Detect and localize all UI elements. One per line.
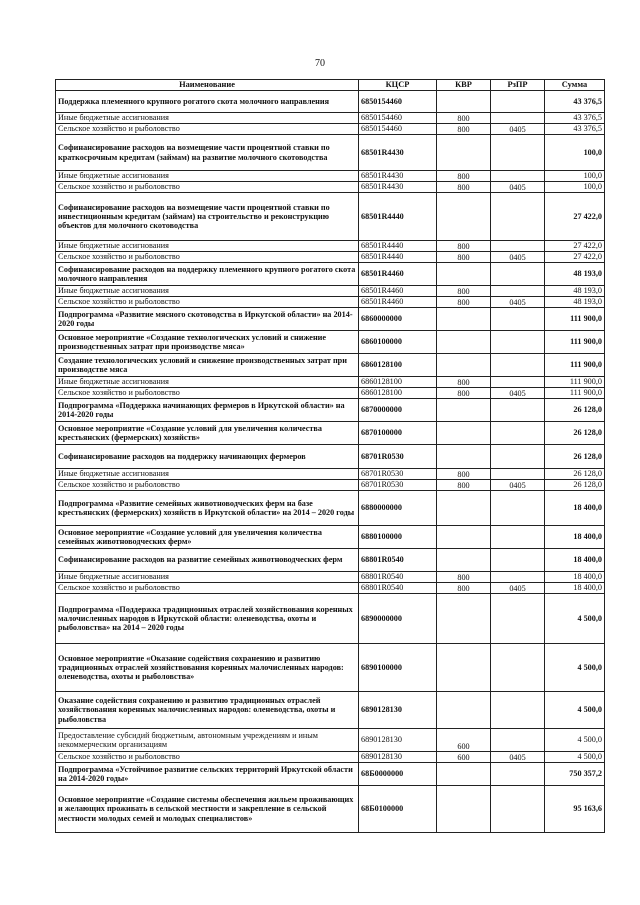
table-row bbox=[56, 331, 605, 354]
table-row bbox=[56, 644, 605, 692]
header-kvr: КВР bbox=[437, 80, 491, 91]
cell-kcsr: 6860128100 bbox=[359, 354, 437, 377]
cell-sum: 26 128,0 bbox=[545, 469, 605, 480]
cell-kvr bbox=[437, 594, 491, 644]
table-row bbox=[56, 308, 605, 331]
cell-kvr bbox=[437, 308, 491, 331]
table-row bbox=[56, 572, 605, 583]
cell-kcsr: 68501R4460 bbox=[359, 263, 437, 286]
cell-kcsr: 68Б0100000 bbox=[359, 786, 437, 833]
cell-kcsr: 68801R0540 bbox=[359, 583, 437, 594]
table-row bbox=[56, 354, 605, 377]
cell-kcsr: 6890000000 bbox=[359, 594, 437, 644]
cell-kcsr: 6890128130 bbox=[359, 692, 437, 729]
cell-name: Основное мероприятие «Создание условий для увеличения количества семейных животноводческих ферм» bbox=[56, 526, 359, 549]
cell-name: Иные бюджетные ассигнования bbox=[56, 572, 359, 583]
cell-name: Подпрограмма «Поддержка начинающих фермеров в Иркутской области» на 2014-2020 годы bbox=[56, 399, 359, 422]
cell-name: Сельское хозяйство и рыболовство bbox=[56, 583, 359, 594]
cell-kcsr: 6880000000 bbox=[359, 491, 437, 526]
cell-kvr: 800 bbox=[437, 469, 491, 480]
cell-rzpr: 0405 bbox=[491, 480, 545, 491]
header-rzpr: РзПР bbox=[491, 80, 545, 91]
cell-name: Сельское хозяйство и рыболовство bbox=[56, 252, 359, 263]
cell-kvr bbox=[437, 135, 491, 171]
table-row bbox=[56, 526, 605, 549]
cell-sum: 18 400,0 bbox=[545, 572, 605, 583]
cell-sum: 43 376,5 bbox=[545, 124, 605, 135]
cell-sum: 18 400,0 bbox=[545, 491, 605, 526]
cell-kvr bbox=[437, 193, 491, 241]
cell-kvr bbox=[437, 786, 491, 833]
table-row bbox=[56, 549, 605, 572]
cell-rzpr bbox=[491, 263, 545, 286]
table-row bbox=[56, 297, 605, 308]
cell-kvr bbox=[437, 445, 491, 469]
cell-sum: 48 193,0 bbox=[545, 297, 605, 308]
cell-kcsr: 68501R4430 bbox=[359, 182, 437, 193]
cell-kcsr: 6850154460 bbox=[359, 124, 437, 135]
table-row bbox=[56, 399, 605, 422]
cell-sum: 43 376,5 bbox=[545, 91, 605, 113]
cell-rzpr: 0405 bbox=[491, 182, 545, 193]
cell-sum: 48 193,0 bbox=[545, 286, 605, 297]
cell-name: Подпрограмма «Развитие мясного скотоводства в Иркутской области» на 2014-2020 годы bbox=[56, 308, 359, 331]
cell-sum: 100,0 bbox=[545, 135, 605, 171]
cell-kcsr: 68701R0530 bbox=[359, 480, 437, 491]
cell-rzpr: 0405 bbox=[491, 583, 545, 594]
cell-kvr: 800 bbox=[437, 252, 491, 263]
cell-kcsr: 68501R4460 bbox=[359, 297, 437, 308]
cell-rzpr: 0405 bbox=[491, 752, 545, 763]
table-row bbox=[56, 594, 605, 644]
cell-kvr: 800 bbox=[437, 182, 491, 193]
cell-kcsr: 6850154460 bbox=[359, 91, 437, 113]
cell-kcsr: 68501R4440 bbox=[359, 193, 437, 241]
cell-kcsr: 6890128130 bbox=[359, 729, 437, 752]
cell-rzpr bbox=[491, 729, 545, 752]
cell-sum: 750 357,2 bbox=[545, 763, 605, 786]
cell-name: Иные бюджетные ассигнования bbox=[56, 377, 359, 388]
cell-kvr: 800 bbox=[437, 377, 491, 388]
cell-kvr bbox=[437, 399, 491, 422]
cell-rzpr bbox=[491, 286, 545, 297]
cell-kvr: 800 bbox=[437, 286, 491, 297]
cell-rzpr bbox=[491, 763, 545, 786]
cell-kvr: 800 bbox=[437, 572, 491, 583]
cell-rzpr: 0405 bbox=[491, 124, 545, 135]
cell-kcsr: 6890100000 bbox=[359, 644, 437, 692]
cell-kvr bbox=[437, 263, 491, 286]
cell-sum: 4 500,0 bbox=[545, 692, 605, 729]
cell-kcsr: 68501R4430 bbox=[359, 135, 437, 171]
budget-table bbox=[55, 79, 605, 833]
cell-kcsr: 6880100000 bbox=[359, 526, 437, 549]
cell-kvr: 800 bbox=[437, 480, 491, 491]
cell-name: Софинансирование расходов на возмещение части процентной ставки по краткосрочным кредитам (займам) на развитие молочного скотоводства bbox=[56, 135, 359, 171]
cell-kvr: 600 bbox=[437, 752, 491, 763]
cell-rzpr bbox=[491, 786, 545, 833]
header-name: Наименование bbox=[56, 80, 359, 91]
cell-name: Подпрограмма «Устойчивое развитие сельских территорий Иркутской области на 2014-2020 годы» bbox=[56, 763, 359, 786]
table-row bbox=[56, 480, 605, 491]
cell-sum: 111 900,0 bbox=[545, 354, 605, 377]
cell-kcsr: 68701R0530 bbox=[359, 469, 437, 480]
cell-rzpr bbox=[491, 241, 545, 252]
cell-kvr: 800 bbox=[437, 388, 491, 399]
cell-kvr: 800 bbox=[437, 241, 491, 252]
cell-name: Сельское хозяйство и рыболовство bbox=[56, 752, 359, 763]
header-sum: Сумма bbox=[545, 80, 605, 91]
cell-kvr bbox=[437, 549, 491, 572]
cell-kvr bbox=[437, 331, 491, 354]
table-row bbox=[56, 91, 605, 113]
cell-sum: 95 163,6 bbox=[545, 786, 605, 833]
cell-name: Софинансирование расходов на развитие семейных животноводческих ферм bbox=[56, 549, 359, 572]
cell-kvr bbox=[437, 91, 491, 113]
cell-rzpr bbox=[491, 644, 545, 692]
cell-sum: 4 500,0 bbox=[545, 644, 605, 692]
table-row bbox=[56, 193, 605, 241]
cell-sum: 43 376,5 bbox=[545, 113, 605, 124]
cell-name: Софинансирование расходов на поддержку племенного крупного рогатого скота молочного направления bbox=[56, 263, 359, 286]
cell-name: Иные бюджетные ассигнования bbox=[56, 171, 359, 182]
cell-name: Иные бюджетные ассигнования bbox=[56, 286, 359, 297]
cell-sum: 27 422,0 bbox=[545, 252, 605, 263]
cell-rzpr bbox=[491, 91, 545, 113]
cell-name: Сельское хозяйство и рыболовство bbox=[56, 182, 359, 193]
cell-rzpr bbox=[491, 399, 545, 422]
cell-kcsr: 6860100000 bbox=[359, 331, 437, 354]
cell-name: Иные бюджетные ассигнования bbox=[56, 241, 359, 252]
cell-rzpr bbox=[491, 469, 545, 480]
cell-name: Софинансирование расходов на возмещение части процентной ставки по инвестиционным кредитам (займам) на строительство и реконструкцию объектов для молочного скотоводства bbox=[56, 193, 359, 241]
cell-sum: 4 500,0 bbox=[545, 729, 605, 752]
cell-sum: 111 900,0 bbox=[545, 308, 605, 331]
table-row bbox=[56, 113, 605, 124]
cell-rzpr bbox=[491, 422, 545, 445]
cell-kcsr: 6850154460 bbox=[359, 113, 437, 124]
cell-name: Основное мероприятие «Создание условий для увеличения количества крестьянских (фермерских) хозяйств» bbox=[56, 422, 359, 445]
cell-rzpr bbox=[491, 445, 545, 469]
table-header-row bbox=[56, 80, 605, 91]
cell-sum: 100,0 bbox=[545, 171, 605, 182]
cell-rzpr bbox=[491, 692, 545, 729]
cell-kcsr: 68Б0000000 bbox=[359, 763, 437, 786]
table-row bbox=[56, 263, 605, 286]
page-number: 70 bbox=[315, 58, 325, 69]
table-row bbox=[56, 252, 605, 263]
cell-kcsr: 68501R4460 bbox=[359, 286, 437, 297]
cell-kvr bbox=[437, 491, 491, 526]
cell-rzpr: 0405 bbox=[491, 252, 545, 263]
cell-kvr: 600 bbox=[437, 729, 491, 752]
cell-kcsr: 68501R4440 bbox=[359, 252, 437, 263]
table-row bbox=[56, 692, 605, 729]
table-row bbox=[56, 491, 605, 526]
cell-name: Основное мероприятие «Создание системы обеспечения жильем проживающих и желающих проживать в сельской местности и закрепление в сельской местности молодых семей и молодых специалистов» bbox=[56, 786, 359, 833]
cell-rzpr bbox=[491, 526, 545, 549]
cell-sum: 18 400,0 bbox=[545, 526, 605, 549]
cell-name: Основное мероприятие «Оказание содействия сохранению и развитию традиционных отраслей хозяйствования коренных малочисленных народов: оленеводства, охоты и рыболовства» bbox=[56, 644, 359, 692]
table-row bbox=[56, 729, 605, 752]
cell-rzpr bbox=[491, 171, 545, 182]
cell-rzpr bbox=[491, 594, 545, 644]
table-row bbox=[56, 422, 605, 445]
cell-rzpr bbox=[491, 113, 545, 124]
table-row bbox=[56, 763, 605, 786]
cell-kvr: 800 bbox=[437, 297, 491, 308]
table-row bbox=[56, 469, 605, 480]
cell-kvr bbox=[437, 763, 491, 786]
table-row bbox=[56, 124, 605, 135]
cell-kvr: 800 bbox=[437, 113, 491, 124]
cell-sum: 100,0 bbox=[545, 182, 605, 193]
cell-kcsr: 68701R0530 bbox=[359, 445, 437, 469]
cell-name: Сельское хозяйство и рыболовство bbox=[56, 297, 359, 308]
cell-rzpr bbox=[491, 354, 545, 377]
cell-name: Создание технологических условий и снижение производственных затрат при производстве мяса bbox=[56, 354, 359, 377]
table-row bbox=[56, 171, 605, 182]
cell-sum: 111 900,0 bbox=[545, 377, 605, 388]
cell-name: Основное мероприятие «Создание технологических условий и снижение производственных затрат при производстве мяса» bbox=[56, 331, 359, 354]
table-row bbox=[56, 286, 605, 297]
cell-kcsr: 6870100000 bbox=[359, 422, 437, 445]
table-row bbox=[56, 752, 605, 763]
cell-sum: 18 400,0 bbox=[545, 583, 605, 594]
table-row bbox=[56, 583, 605, 594]
cell-name: Сельское хозяйство и рыболовство bbox=[56, 480, 359, 491]
table-body bbox=[56, 91, 605, 833]
cell-name: Подпрограмма «Поддержка традиционных отраслей хозяйствования коренных малочисленных народов в Иркутской области: оленеводства, охоты и рыболовства» на 2014 – 2020 годы bbox=[56, 594, 359, 644]
table-row bbox=[56, 182, 605, 193]
cell-kcsr: 6890128130 bbox=[359, 752, 437, 763]
cell-sum: 48 193,0 bbox=[545, 263, 605, 286]
cell-name: Иные бюджетные ассигнования bbox=[56, 113, 359, 124]
cell-sum: 111 900,0 bbox=[545, 331, 605, 354]
cell-rzpr bbox=[491, 572, 545, 583]
cell-rzpr bbox=[491, 377, 545, 388]
cell-name: Сельское хозяйство и рыболовство bbox=[56, 124, 359, 135]
cell-name: Софинансирование расходов на поддержку начинающих фермеров bbox=[56, 445, 359, 469]
cell-name: Оказание содействия сохранению и развитию традиционных отраслей хозяйствования коренных малочисленных народов: оленеводства, охоты и рыболовства bbox=[56, 692, 359, 729]
cell-rzpr bbox=[491, 491, 545, 526]
cell-kcsr: 68501R4440 bbox=[359, 241, 437, 252]
cell-rzpr bbox=[491, 549, 545, 572]
cell-sum: 4 500,0 bbox=[545, 752, 605, 763]
cell-kcsr: 68801R0540 bbox=[359, 549, 437, 572]
cell-kcsr: 68501R4430 bbox=[359, 171, 437, 182]
cell-kcsr: 6860128100 bbox=[359, 388, 437, 399]
cell-sum: 27 422,0 bbox=[545, 193, 605, 241]
cell-rzpr bbox=[491, 308, 545, 331]
table-row bbox=[56, 135, 605, 171]
cell-name: Сельское хозяйство и рыболовство bbox=[56, 388, 359, 399]
cell-kvr bbox=[437, 354, 491, 377]
cell-kvr bbox=[437, 644, 491, 692]
cell-kcsr: 6860000000 bbox=[359, 308, 437, 331]
cell-kcsr: 6870000000 bbox=[359, 399, 437, 422]
cell-sum: 4 500,0 bbox=[545, 594, 605, 644]
cell-sum: 26 128,0 bbox=[545, 399, 605, 422]
cell-kvr: 800 bbox=[437, 583, 491, 594]
cell-name: Подпрограмма «Развитие семейных животноводческих ферм на базе крестьянских (фермерских) хозяйств в Иркутской области» на 2014 – 2020 годы bbox=[56, 491, 359, 526]
cell-kvr: 800 bbox=[437, 171, 491, 182]
cell-sum: 111 900,0 bbox=[545, 388, 605, 399]
cell-kcsr: 68801R0540 bbox=[359, 572, 437, 583]
cell-sum: 26 128,0 bbox=[545, 480, 605, 491]
table-row bbox=[56, 388, 605, 399]
cell-rzpr: 0405 bbox=[491, 388, 545, 399]
cell-sum: 26 128,0 bbox=[545, 445, 605, 469]
table-row bbox=[56, 241, 605, 252]
cell-rzpr: 0405 bbox=[491, 297, 545, 308]
table-row bbox=[56, 786, 605, 833]
cell-sum: 18 400,0 bbox=[545, 549, 605, 572]
header-kcsr: КЦСР bbox=[359, 80, 437, 91]
cell-kvr bbox=[437, 692, 491, 729]
cell-sum: 26 128,0 bbox=[545, 422, 605, 445]
cell-rzpr bbox=[491, 193, 545, 241]
cell-kcsr: 6860128100 bbox=[359, 377, 437, 388]
cell-sum: 27 422,0 bbox=[545, 241, 605, 252]
cell-kvr bbox=[437, 526, 491, 549]
cell-kvr: 800 bbox=[437, 124, 491, 135]
table-row bbox=[56, 445, 605, 469]
cell-name: Иные бюджетные ассигнования bbox=[56, 469, 359, 480]
cell-name: Предоставление субсидий бюджетным, автономным учреждениям и иным некоммерческим организациям bbox=[56, 729, 359, 752]
table-row bbox=[56, 377, 605, 388]
cell-rzpr bbox=[491, 331, 545, 354]
cell-rzpr bbox=[491, 135, 545, 171]
cell-name: Поддержка племенного крупного рогатого скота молочного направления bbox=[56, 91, 359, 113]
cell-kvr bbox=[437, 422, 491, 445]
